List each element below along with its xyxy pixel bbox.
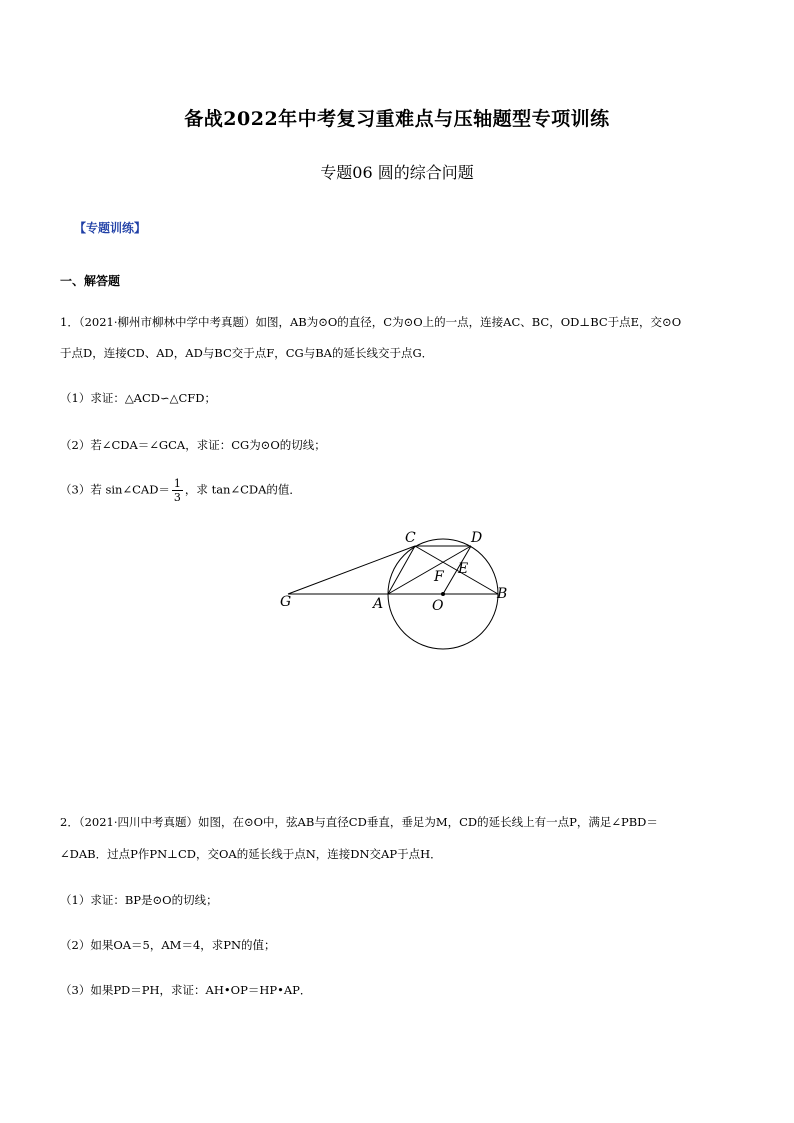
label-e: E xyxy=(458,561,469,577)
problem-1-line-2: 于点D，连接CD、AD，AD与BC交于点F，CG与BA的延长线交于点G． xyxy=(60,346,434,360)
label-c: C xyxy=(405,530,416,546)
problem-2-line-2: ∠DAB．过点P作PN⊥CD，交OA的延长线于点N，连接DN交AP于点H． xyxy=(60,847,442,861)
problem-1-question-1: （1）求证：△ACD∽△CFD； xyxy=(60,391,216,405)
segment-ac xyxy=(388,546,415,594)
q3-prefix: （3）若 sin∠CAD＝ xyxy=(60,482,170,497)
label-b: B xyxy=(497,586,508,602)
problem-1-question-3 xyxy=(60,477,301,504)
circle-geometry-figure xyxy=(270,520,530,655)
document-title: 备战2022年中考复习重难点与压轴题型专项训练 xyxy=(184,108,610,130)
section-label: 【专题训练】 xyxy=(74,221,147,235)
q3-suffix: ，求 tan∠CDA的值． xyxy=(184,482,301,497)
label-g: G xyxy=(280,594,292,610)
fraction-denominator: 3 xyxy=(173,491,181,504)
label-f: F xyxy=(434,569,444,585)
problem-1-question-2: （2）若∠CDA＝∠GCA，求证：CG为⊙O的切线； xyxy=(60,438,326,452)
part-heading: 一、解答题 xyxy=(60,274,121,288)
fraction-numerator: 1 xyxy=(173,477,181,490)
fraction xyxy=(172,477,183,504)
center-point-o xyxy=(441,592,445,596)
label-o: O xyxy=(432,598,444,614)
line-gc xyxy=(288,546,415,594)
document-subtitle: 专题06 圆的综合问题 xyxy=(320,163,474,182)
problem-2-question-3: （3）如果PD＝PH，求证：AH•OP＝HP•AP． xyxy=(60,983,312,997)
label-a: A xyxy=(373,596,384,612)
label-d: D xyxy=(471,530,483,546)
problem-1-line-1: 1．（2021·柳州市柳林中学中考真题）如图，AB为⊙O的直径，C为⊙O上的一点，连接AC、BC，OD⊥BC于点E，交⊙O xyxy=(60,315,682,329)
problem-2-question-1: （1）求证：BP是⊙O的切线； xyxy=(60,893,218,907)
problem-2-line-1: 2．（2021·四川中考真题）如图，在⊙O中，弦AB与直径CD垂直，垂足为M，CD的延长线上有一点P，满足∠PBD＝ xyxy=(60,815,658,829)
problem-2-question-2: （2）如果OA＝5，AM＝4，求PN的值； xyxy=(60,938,276,952)
